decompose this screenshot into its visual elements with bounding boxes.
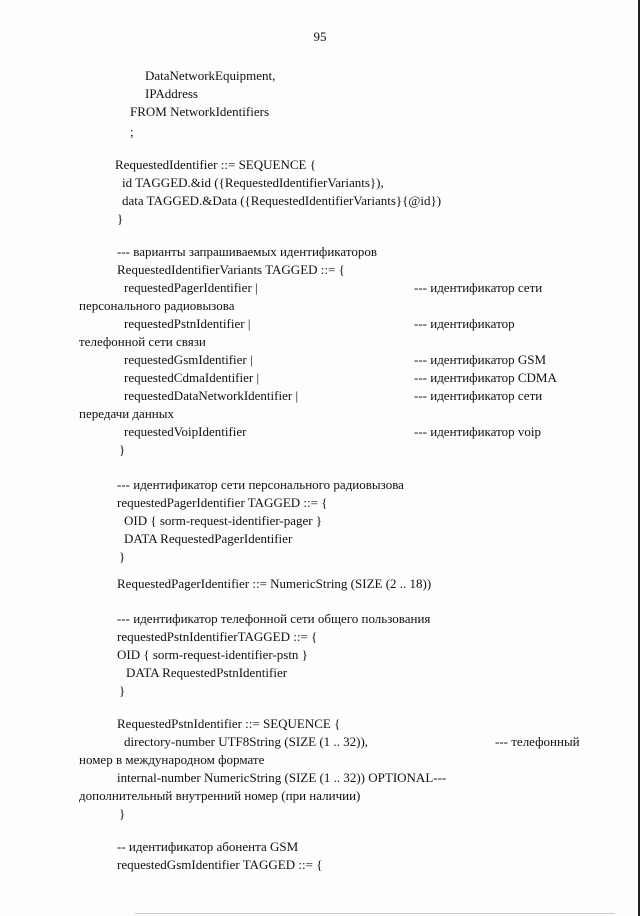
comment-line: --- идентификатор voip xyxy=(414,424,541,439)
code-line: data TAGGED.&Data ({RequestedIdentifierVariants}{@id}) xyxy=(122,193,442,208)
code-line: } xyxy=(119,683,126,698)
code-line: requestedGsmIdentifier TAGGED ::= { xyxy=(117,857,323,872)
code-line: requestedDataNetworkIdentifier | xyxy=(124,388,299,403)
page-number: 95 xyxy=(313,29,327,44)
code-line: requestedGsmIdentifier | xyxy=(124,352,253,367)
code-line: RequestedPstnIdentifier ::= SEQUENCE { xyxy=(117,716,341,731)
comment-line: --- варианты запрашиваемых идентификаторов xyxy=(117,244,377,259)
comment-line: --- телефонный xyxy=(495,734,580,749)
comment-line: --- идентификатор сети xyxy=(414,280,543,295)
comment-line: --- идентификатор сети xyxy=(414,388,543,403)
code-line: ; xyxy=(130,124,134,139)
code-line: requestedCdmaIdentifier | xyxy=(124,370,260,385)
comment-line: --- идентификатор телефонной сети общего пользования xyxy=(117,611,431,626)
comment-line: номер в международном формате xyxy=(79,752,265,767)
comment-line: передачи данных xyxy=(79,406,174,421)
comment-line: --- идентификатор GSM xyxy=(414,352,547,367)
code-line: RequestedIdentifier ::= SEQUENCE { xyxy=(115,157,316,172)
comment-line: --- идентификатор xyxy=(414,316,515,331)
code-line: internal-number NumericString (SIZE (1 .. 32)) OPTIONAL--- xyxy=(117,770,447,785)
code-line: requestedPagerIdentifier TAGGED ::= { xyxy=(117,495,328,510)
code-line: requestedVoipIdentifier xyxy=(124,424,247,439)
comment-line: дополнительный внутренний номер (при наличии) xyxy=(79,788,361,803)
comment-line: -- идентификатор абонента GSM xyxy=(117,839,299,854)
code-line: IPAddress xyxy=(145,86,198,101)
code-line: } xyxy=(119,806,126,821)
code-line: requestedPagerIdentifier | xyxy=(124,280,258,295)
code-line: DATA RequestedPagerIdentifier xyxy=(124,531,293,546)
code-line: FROM NetworkIdentifiers xyxy=(130,104,270,119)
code-line: requestedPstnIdentifierTAGGED ::= { xyxy=(117,629,318,644)
comment-line: персонального радиовызова xyxy=(79,298,235,313)
code-line: RequestedIdentifierVariants TAGGED ::= { xyxy=(117,262,345,277)
code-line: DataNetworkEquipment, xyxy=(145,68,276,83)
code-line: } xyxy=(117,211,124,226)
scan-edge xyxy=(135,913,615,914)
comment-line: --- идентификатор CDMA xyxy=(414,370,557,385)
code-line: requestedPstnIdentifier | xyxy=(124,316,251,331)
code-line: RequestedPagerIdentifier ::= NumericString (SIZE (2 .. 18)) xyxy=(117,576,432,591)
comment-line: --- идентификатор сети персонального радиовызова xyxy=(117,477,404,492)
code-line: OID { sorm-request-identifier-pstn } xyxy=(117,647,308,662)
code-line: directory-number UTF8String (SIZE (1 .. 32)), xyxy=(124,734,369,749)
code-line: } xyxy=(119,549,126,564)
comment-line: телефонной сети связи xyxy=(79,334,206,349)
code-line: } xyxy=(119,442,126,457)
code-line: OID { sorm-request-identifier-pager } xyxy=(124,513,323,528)
code-line: DATA RequestedPstnIdentifier xyxy=(126,665,288,680)
code-line: id TAGGED.&id ({RequestedIdentifierVariants}), xyxy=(122,175,384,190)
